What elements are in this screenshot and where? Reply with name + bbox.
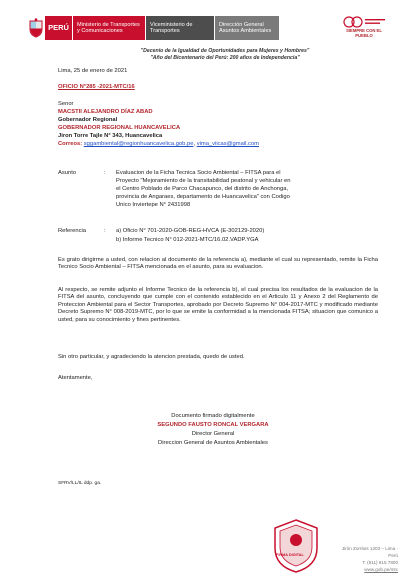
body-paragraph: Al respecto, se remite adjunto el Informe Tecnico de la referencia b), el cual precisa los resultados de la evaluacion de la FITSA del asunto, concluyendo que cumple con el contenido establecido en el Articulo 11 y Anexo 2 del Reglamento de Proteccion Ambiental para el Sector Transportes, aprobado por Decreto Supremo N° 004-2017-MTC y modificado mediante Decreto Supremo N° 008-2019-MTC, por lo que se emite la conformidad a la mencionada FITSA; situacion que comunico a usted, para su conocimiento y fines pertinentes. [58,287,378,323]
signature-office: Direccion General de Asuntos Ambientales [158,440,268,446]
footer-address: Jirón Zorritos 1203 – Lima · Perú [341,546,398,558]
ministry-label: Ministerio de Transportes y Comunicaciones [72,16,145,40]
government-header [27,16,279,40]
asunto-label: Asunto [58,170,77,176]
signature-name: SEGUNDO FAUSTO RONCAL VERGARA [157,422,269,428]
seal-icon [273,518,319,574]
initials: SFRV/LL/IL ddp. ga. [58,481,102,486]
asunto-line: Evaluacion de la Ficha Tecnica Socio Ambiental – FITSA para el [116,170,281,176]
direction-label: Dirección General Asuntos Ambientales [214,16,279,40]
peru-label: PERÚ [45,16,72,40]
referencia-line: a) Oficio N° 701-2020-GOB-REG-HVCA (E-302129-2020) [116,228,265,234]
closing: Atentamente, [58,375,93,381]
recipient-role: Gobernador Regional [58,117,118,123]
motto-line-2: "Año del Bicentenario del Perú: 200 años de Independencia" [150,54,300,61]
referencia-line: b) Informe Tecnico N° 012-2021-MTC/16.02.VADP.YGA [116,237,259,243]
referencia-label: Referencia [58,228,87,234]
signature-title: Director General [191,431,235,437]
email-link-1[interactable]: sggambiental@regionhuancavelica.gob.pe [83,141,194,147]
reference-number: OFICIO N°285 -2021-MTC/16 [58,84,135,90]
salutation: Senor [58,101,74,107]
place-date: Lima, 25 de enero de 2021 [58,68,128,74]
referencia-colon: : [104,228,106,234]
asunto-line: Proyecto "Mejoramiento de la transitabilidad peatonal y vehicular en [116,178,291,184]
motto-line-1: "Decenio de la Igualdad de Oportunidades para Mujeres y Hombres" [140,48,310,54]
footer-web-link[interactable]: www.gob.pe/mtc [364,567,398,572]
signature-digital: Documento firmado digitalmente [171,413,255,419]
asunto-line: el Centro Poblado de Parco Chacapunco, del distrito de Anchonga, [116,186,289,192]
recipient-institution: GOBERNADOR REGIONAL HUANCAVELICA [58,125,181,131]
email-label: Correos: [58,141,84,147]
recipient-name: MACSTII ALEJANDRO DÍAZ ABAD [58,109,153,115]
recipient-address: Jiron Torre Tajle N° 343, Huancavelica [58,133,163,139]
bicentennial-logo [340,14,388,40]
email-link-2[interactable]: vima_viicas@gmail.com [196,141,259,147]
brand-text: SIEMPRE CON EL PUEBLO [346,28,382,38]
email-line [58,141,259,148]
viceministry-label: Viceministerio de Transportes [145,16,214,40]
digital-signature-seal [273,518,319,574]
coat-of-arms-icon [27,16,45,40]
asunto-line: provincia de Angaraes, departamento de Huancavelica" con Codigo [116,194,290,200]
body-paragraph: Sin otro particular, y agradeciendo la atencion prestada, quedo de usted. [58,354,245,360]
footer-phone: T. (511) 615 7800 [362,560,398,565]
asunto-colon: : [104,170,106,176]
motto [90,48,360,62]
seal-text: FIRMA DIGITAL [276,553,304,557]
email-separator: , [193,141,197,147]
body-paragraph: Es grato dirigirme a usted, con relacion al documento de la referencia a), mediante el cual su representado, remite la Ficha Tecnico Socio Ambiental – FITSA mencionada en el asunto, para su evaluacion. [58,257,378,271]
bicentennial-logo-icon [340,14,388,28]
asunto-line: Unico Inviertepe N° 2431998 [116,202,191,208]
footer-contact [338,545,398,573]
